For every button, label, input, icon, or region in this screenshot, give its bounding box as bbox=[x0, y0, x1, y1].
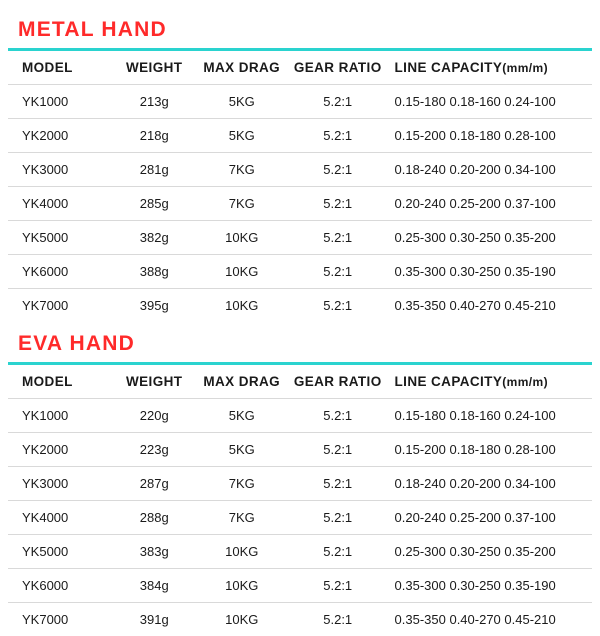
cell-model: YK5000 bbox=[8, 221, 112, 255]
cell-weight: 218g bbox=[112, 119, 197, 153]
spec-block-metal-hand bbox=[8, 18, 592, 322]
column-header-max-drag: MAX DRAG bbox=[197, 365, 287, 399]
cell-model: YK1000 bbox=[8, 399, 112, 433]
cell-line-capacity: 0.15-200 0.18-180 0.28-100 bbox=[389, 433, 592, 467]
cell-line-capacity: 0.35-350 0.40-270 0.45-210 bbox=[389, 603, 592, 636]
cell-model: YK3000 bbox=[8, 467, 112, 501]
spec-table-header-metal-hand bbox=[8, 51, 592, 85]
table-row bbox=[8, 221, 592, 255]
cell-weight: 281g bbox=[112, 153, 197, 187]
cell-max-drag: 7KG bbox=[197, 153, 287, 187]
cell-gear-ratio: 5.2:1 bbox=[287, 255, 389, 289]
table-row bbox=[8, 119, 592, 153]
cell-model: YK3000 bbox=[8, 153, 112, 187]
cell-weight: 285g bbox=[112, 187, 197, 221]
cell-max-drag: 5KG bbox=[197, 85, 287, 119]
spec-table-header-eva-hand bbox=[8, 365, 592, 399]
cell-gear-ratio: 5.2:1 bbox=[287, 221, 389, 255]
cell-weight: 391g bbox=[112, 603, 197, 636]
table-row bbox=[8, 603, 592, 636]
cell-weight: 223g bbox=[112, 433, 197, 467]
cell-model: YK2000 bbox=[8, 433, 112, 467]
column-header-model: MODEL bbox=[8, 365, 112, 399]
column-header-weight: WEIGHT bbox=[112, 51, 197, 85]
cell-line-capacity: 0.35-300 0.30-250 0.35-190 bbox=[389, 255, 592, 289]
spec-table-metal-hand bbox=[8, 51, 592, 322]
cell-weight: 384g bbox=[112, 569, 197, 603]
cell-model: YK1000 bbox=[8, 85, 112, 119]
column-header-max-drag: MAX DRAG bbox=[197, 51, 287, 85]
column-header-line-capacity bbox=[389, 51, 592, 85]
cell-model: YK7000 bbox=[8, 603, 112, 636]
cell-max-drag: 5KG bbox=[197, 433, 287, 467]
table-row bbox=[8, 289, 592, 323]
cell-max-drag: 10KG bbox=[197, 535, 287, 569]
cell-model: YK4000 bbox=[8, 187, 112, 221]
cell-gear-ratio: 5.2:1 bbox=[287, 85, 389, 119]
cell-line-capacity: 0.18-240 0.20-200 0.34-100 bbox=[389, 153, 592, 187]
cell-gear-ratio: 5.2:1 bbox=[287, 187, 389, 221]
cell-gear-ratio: 5.2:1 bbox=[287, 569, 389, 603]
cell-model: YK7000 bbox=[8, 289, 112, 323]
cell-gear-ratio: 5.2:1 bbox=[287, 289, 389, 323]
cell-weight: 288g bbox=[112, 501, 197, 535]
table-row bbox=[8, 433, 592, 467]
column-header-line-capacity-unit: (mm/m) bbox=[502, 375, 548, 389]
cell-max-drag: 10KG bbox=[197, 289, 287, 323]
spec-block-eva-hand bbox=[8, 332, 592, 636]
cell-gear-ratio: 5.2:1 bbox=[287, 535, 389, 569]
column-header-line-capacity-label: LINE CAPACITY bbox=[395, 60, 503, 75]
cell-weight: 213g bbox=[112, 85, 197, 119]
cell-line-capacity: 0.35-350 0.40-270 0.45-210 bbox=[389, 289, 592, 323]
column-header-gear-ratio: GEAR RATIO bbox=[287, 365, 389, 399]
column-header-line-capacity bbox=[389, 365, 592, 399]
cell-max-drag: 7KG bbox=[197, 501, 287, 535]
cell-line-capacity: 0.25-300 0.30-250 0.35-200 bbox=[389, 535, 592, 569]
cell-weight: 287g bbox=[112, 467, 197, 501]
cell-model: YK6000 bbox=[8, 255, 112, 289]
table-header-row bbox=[8, 365, 592, 399]
cell-gear-ratio: 5.2:1 bbox=[287, 501, 389, 535]
table-row bbox=[8, 501, 592, 535]
table-row bbox=[8, 467, 592, 501]
block-title-metal-hand: METAL HAND bbox=[18, 18, 592, 42]
column-header-line-capacity-label: LINE CAPACITY bbox=[395, 374, 503, 389]
cell-line-capacity: 0.20-240 0.25-200 0.37-100 bbox=[389, 187, 592, 221]
cell-max-drag: 10KG bbox=[197, 603, 287, 636]
cell-weight: 383g bbox=[112, 535, 197, 569]
cell-line-capacity: 0.15-180 0.18-160 0.24-100 bbox=[389, 85, 592, 119]
table-row bbox=[8, 85, 592, 119]
column-header-line-capacity-unit: (mm/m) bbox=[502, 61, 548, 75]
cell-weight: 382g bbox=[112, 221, 197, 255]
block-title-eva-hand: EVA HAND bbox=[18, 332, 592, 356]
cell-line-capacity: 0.15-200 0.18-180 0.28-100 bbox=[389, 119, 592, 153]
table-row bbox=[8, 535, 592, 569]
cell-weight: 388g bbox=[112, 255, 197, 289]
cell-max-drag: 10KG bbox=[197, 569, 287, 603]
cell-gear-ratio: 5.2:1 bbox=[287, 153, 389, 187]
table-header-row bbox=[8, 51, 592, 85]
column-header-weight: WEIGHT bbox=[112, 365, 197, 399]
cell-gear-ratio: 5.2:1 bbox=[287, 119, 389, 153]
cell-max-drag: 10KG bbox=[197, 221, 287, 255]
cell-line-capacity: 0.35-300 0.30-250 0.35-190 bbox=[389, 569, 592, 603]
column-header-gear-ratio: GEAR RATIO bbox=[287, 51, 389, 85]
table-row bbox=[8, 569, 592, 603]
cell-gear-ratio: 5.2:1 bbox=[287, 467, 389, 501]
cell-line-capacity: 0.18-240 0.20-200 0.34-100 bbox=[389, 467, 592, 501]
cell-gear-ratio: 5.2:1 bbox=[287, 399, 389, 433]
cell-max-drag: 7KG bbox=[197, 467, 287, 501]
table-row bbox=[8, 153, 592, 187]
table-row bbox=[8, 255, 592, 289]
cell-max-drag: 5KG bbox=[197, 119, 287, 153]
cell-model: YK6000 bbox=[8, 569, 112, 603]
cell-line-capacity: 0.15-180 0.18-160 0.24-100 bbox=[389, 399, 592, 433]
spec-table-eva-hand bbox=[8, 365, 592, 636]
spec-table-body-eva-hand bbox=[8, 399, 592, 636]
cell-max-drag: 7KG bbox=[197, 187, 287, 221]
cell-max-drag: 5KG bbox=[197, 399, 287, 433]
cell-model: YK2000 bbox=[8, 119, 112, 153]
spec-table-body-metal-hand bbox=[8, 85, 592, 323]
cell-line-capacity: 0.20-240 0.25-200 0.37-100 bbox=[389, 501, 592, 535]
cell-weight: 220g bbox=[112, 399, 197, 433]
cell-weight: 395g bbox=[112, 289, 197, 323]
column-header-model: MODEL bbox=[8, 51, 112, 85]
cell-gear-ratio: 5.2:1 bbox=[287, 603, 389, 636]
table-row bbox=[8, 187, 592, 221]
table-row bbox=[8, 399, 592, 433]
cell-model: YK4000 bbox=[8, 501, 112, 535]
cell-model: YK5000 bbox=[8, 535, 112, 569]
cell-max-drag: 10KG bbox=[197, 255, 287, 289]
cell-line-capacity: 0.25-300 0.30-250 0.35-200 bbox=[389, 221, 592, 255]
cell-gear-ratio: 5.2:1 bbox=[287, 433, 389, 467]
